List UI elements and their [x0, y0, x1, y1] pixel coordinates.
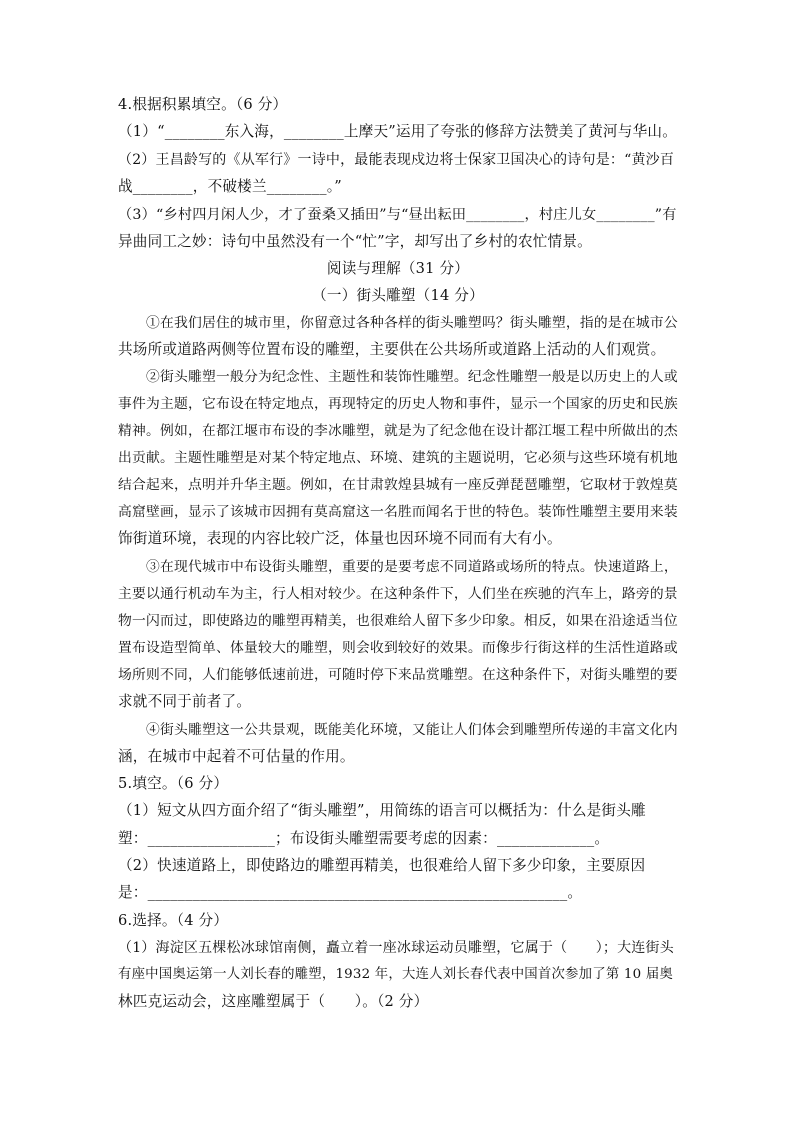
question-5-title: 5.填空。（6 分）	[118, 775, 229, 792]
paragraph-3-line-4: 置布设造型简单、体量较大的雕塑，则会收到较好的效果。而像步行街这样的生活性道路或	[118, 640, 678, 656]
question-4-item-2-line-2: 战________，不破楼兰________。”	[118, 178, 342, 195]
paragraph-4-line-1: ④街头雕塑这一公共景观，既能美化环境，又能让人们体会到雕塑所传递的丰富文化内	[146, 722, 678, 738]
paragraph-3-line-1: ③在现代城市中布设街头雕塑，重要的是要考虑不同道路或场所的特点。快速道路上，	[146, 559, 678, 575]
paragraph-2-line-2: 事件为主题，它布设在特定地点，再现特定的历史人物和事件，显示一个国家的历史和民族	[118, 396, 678, 412]
paragraph-2-line-4: 出贡献。主题性雕塑是对某个特定地点、环境、建筑的主题说明，它必须与这些环境有机地	[118, 450, 678, 466]
question-6-item-1-line-1: （1）海淀区五棵松冰球馆南侧，矗立着一座冰球运动员雕塑，它属于（ ）；大连街头	[118, 940, 674, 956]
paragraph-2-line-1: ②街头雕塑一般分为纪念性、主题性和装饰性雕塑。纪念性雕塑一般是以历史上的人或	[146, 369, 678, 385]
paragraph-2-line-7: 饰街道环境，表现的内容比较广泛，体量也因环境不同而有大有小。	[118, 530, 562, 547]
section-title: 阅读与理解（31 分）	[326, 260, 470, 277]
question-4-item-2-line-1: （2）王昌龄写的《从军行》一诗中，最能表现戍边将士保家卫国决心的诗句是：“黄沙百	[118, 152, 675, 168]
paragraph-3-line-5: 场所则不同，人们能够低速前进，可随时停下来品赏雕塑。在这种条件下，对街头雕塑的要	[118, 667, 678, 683]
paragraph-1-line-2: 共场所或道路两侧等位置布设的雕塑，主要供在公共场所或道路上活动的人们观赏。	[118, 341, 666, 358]
paragraph-2-line-5: 结合起来，点明并升华主题。例如，在甘肃敦煌县城有一座反弹琵琶雕塑，它取材于敦煌莫	[118, 477, 678, 493]
paragraph-4-line-2: 涵，在城市中起着不可估量的作用。	[118, 748, 355, 765]
question-6-title: 6.选择。（4 分）	[118, 912, 229, 929]
question-4-title: 4.根据积累填空。（6 分）	[118, 96, 288, 113]
paragraph-2-line-3: 精神。例如，在都江堰市布设的李冰雕塑，就是为了纪念他在设计都江堰工程中所做出的杰	[118, 423, 678, 439]
question-5-item-2-line-1: （2）快速道路上，即使路边的雕塑再精美，也很难给人留下多少印象，主要原因	[118, 857, 646, 874]
question-6-item-1-line-2: 有座中国奥运第一人刘长春的雕塑，1932 年，大连人刘长春代表中国首次参加了第 10 届奥	[118, 967, 673, 982]
paragraph-2-line-6: 高窟壁画，显示了该城市因拥有莫高窟这一名胜而闻名于世的特色。装饰性雕塑主要用来装	[118, 504, 678, 520]
paragraph-3-line-6: 求就不同于前者了。	[118, 693, 252, 710]
question-4-item-1: （1）“________东入海，________上摩天”运用了夸张的修辞方法赞美了黄河与华山。	[118, 123, 677, 140]
question-5-item-2-line-2: 是：________________________________________________________。	[118, 884, 583, 901]
question-5-item-1-line-1: （1）短文从四方面介绍了“街头雕塑”，用简练的语言可以概括为：什么是街头雕	[118, 802, 646, 819]
question-6-item-1-line-3: 林匹克运动会，这座雕塑属于（ ）。（2 分）	[118, 993, 429, 1010]
question-4-item-3-line-2: 异曲同工之妙：诗句中虽然没有一个“忙”字，却写出了乡村的农忙情景。	[118, 233, 592, 250]
passage-title: （一）街头雕塑（14 分）	[312, 287, 484, 304]
paragraph-1-line-1: ①在我们居住的城市里，你留意过各种各样的街头雕塑吗？街头雕塑，指的是在城市公	[146, 315, 678, 331]
paragraph-3-line-2: 主要以通行机动车为主，行人相对较少。在这种条件下，人们坐在疾驰的汽车上，路旁的景	[118, 586, 678, 602]
question-5-item-1-line-2: 塑：_________________；布设街头雕塑需要考虑的因素：_____________。	[118, 830, 610, 847]
question-4-item-3-line-1: （3）“乡村四月闲人少，才了蚕桑又插田”与“昼出耘田________，村庄儿女________”有	[118, 207, 677, 223]
paragraph-3-line-3: 物一闪而过，即使路边的雕塑再精美，也很难给人留下多少印象。相反，如果在沿途适当位	[118, 613, 678, 629]
